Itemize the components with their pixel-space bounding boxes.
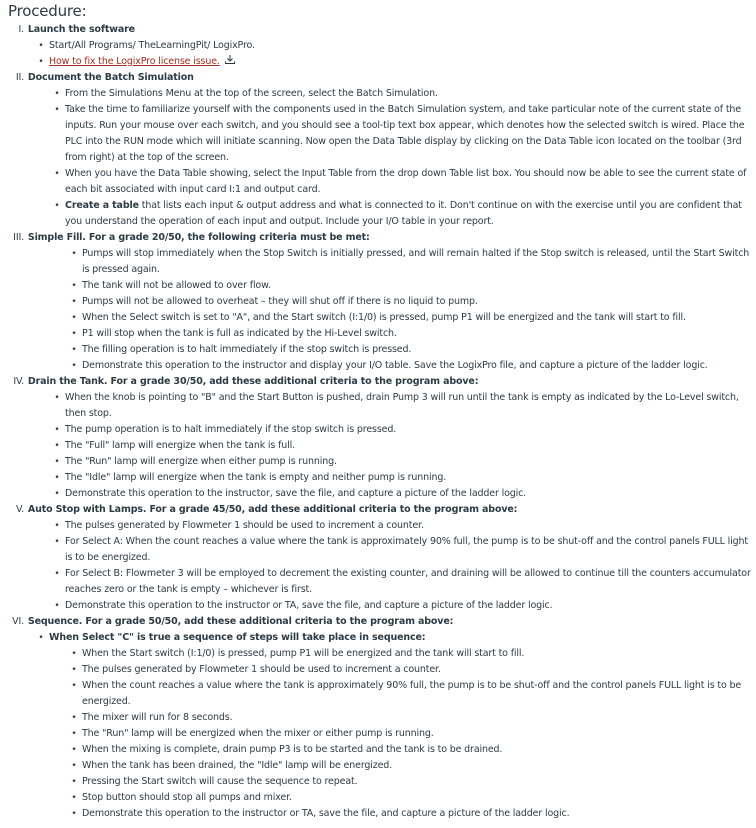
section-numeral: III. — [13, 232, 24, 243]
bullet: • — [71, 249, 77, 259]
list-item — [8, 198, 756, 230]
list-item-text: The pulses generated by Flowmeter 1 should be used to increment a counter. — [65, 520, 424, 531]
list-item-text: The "Idle" lamp will energize when the tank is empty and neither pump is running. — [65, 472, 447, 483]
list-item-text: The mixer will run for 8 seconds. — [82, 712, 233, 723]
bullet: • — [38, 41, 44, 51]
list-item — [8, 102, 756, 166]
bullet: • — [54, 473, 60, 483]
section-numeral: II. — [15, 72, 24, 83]
section-heading-auto-stop — [8, 502, 756, 518]
list-item-text: Demonstrate this operation to the instructor or TA, save the file, and capture a picture of the ladder logic. — [82, 808, 570, 819]
bullet: • — [54, 201, 60, 211]
list-item-text: Pumps will not be allowed to overheat – they will shut off if there is no liquid to pump. — [82, 296, 478, 307]
bullet: • — [54, 441, 60, 451]
list-item — [8, 518, 756, 534]
bullet: • — [54, 521, 60, 531]
list-item-text: From the Simulations Menu at the top of the screen, select the Batch Simulation. — [65, 88, 438, 99]
list-item-text: When the tank has been drained, the "Idle" lamp will be energized. — [82, 760, 393, 771]
list-item-text: For Select B: Flowmeter 3 will be employed to decrement the existing counter, and draining will be allowed to continue till the counters accumulator reaches zero or the tank is empty – whichever is first. — [65, 568, 751, 595]
bullet: • — [71, 313, 77, 323]
bullet: • — [71, 729, 77, 739]
bullet: • — [71, 329, 77, 339]
bullet: • — [71, 297, 77, 307]
list-item-text: Start/All Programs/ TheLearningPit/ LogixPro. — [49, 40, 255, 51]
list-item — [8, 246, 756, 278]
section-title: Document the Batch Simulation — [27, 72, 194, 83]
list-item-emphasis: Create a table — [65, 200, 139, 211]
page-title: Procedure: — [8, 2, 87, 20]
list-item — [8, 726, 756, 742]
bullet: • — [71, 793, 77, 803]
section-title: Simple Fill. For a grade 20/50, the following criteria must be met: — [27, 232, 370, 243]
list-item — [8, 326, 756, 342]
list-item-text: The "Full" lamp will energize when the tank is full. — [65, 440, 295, 451]
list-item-text: When the count reaches a value where the tank is approximately 90% full, the pump is to be shut-off and the control panels FULL light is to be energized. — [82, 680, 742, 707]
bullet: • — [71, 345, 77, 355]
section-heading-sequence — [8, 614, 756, 630]
bullet: • — [54, 425, 60, 435]
list-item — [8, 86, 756, 102]
list-item-text: When the mixing is complete, drain pump P3 is to be started and the tank is to be drained. — [82, 744, 503, 755]
sequence-subheading — [8, 630, 756, 646]
list-item — [8, 310, 756, 326]
section-title: Sequence. For a grade 50/50, add these additional criteria to the program above: — [27, 616, 454, 627]
bullet: • — [54, 489, 60, 499]
bullet: • — [71, 713, 77, 723]
list-item-text: Pressing the Start switch will cause the sequence to repeat. — [82, 776, 358, 787]
sequence-subheading-text: When Select "C" is true a sequence of steps will take place in sequence: — [49, 632, 426, 643]
list-item — [8, 438, 756, 454]
list-item — [8, 38, 756, 54]
list-item-text: that lists each input & output address and what is connected to it. Don't continue on with the exercise until you are confident that you understand the operation of each input and output. Include your I/O table in your report. — [65, 200, 742, 227]
list-item-text: Demonstrate this operation to the instructor, save the file, and capture a picture of the ladder logic. — [65, 488, 527, 499]
list-item-text: The filling operation is to halt immediately if the stop switch is pressed. — [82, 344, 412, 355]
section-title: Launch the software — [27, 24, 135, 35]
section-numeral: V. — [16, 504, 24, 515]
list-item — [8, 278, 756, 294]
list-item-text: Pumps will stop immediately when the Stop Switch is initially pressed, and will remain halted if the Stop switch is released, until the Start Switch is pressed again. — [82, 248, 750, 275]
list-item — [8, 678, 756, 710]
license-fix-link[interactable]: How to fix the LogixPro license issue. — [49, 56, 220, 67]
list-item — [8, 422, 756, 438]
bullet: • — [54, 601, 60, 611]
bullet: • — [71, 281, 77, 291]
bullet: • — [71, 761, 77, 771]
bullet: • — [71, 649, 77, 659]
list-item — [8, 646, 756, 662]
section-heading-simple-fill — [8, 230, 756, 246]
list-item — [8, 486, 756, 502]
bullet: • — [71, 745, 77, 755]
list-item — [8, 294, 756, 310]
list-item-text: The "Run" lamp will be energized when the mixer or either pump is running. — [82, 728, 434, 739]
list-item — [8, 742, 756, 758]
list-item — [8, 710, 756, 726]
list-item — [8, 470, 756, 486]
bullet: • — [71, 361, 77, 371]
bullet: • — [71, 809, 77, 819]
list-item-text: Stop button should stop all pumps and mixer. — [82, 792, 292, 803]
section-numeral: IV. — [13, 376, 24, 387]
section-title: Drain the Tank. For a grade 30/50, add these additional criteria to the program above: — [27, 376, 479, 387]
bullet: • — [71, 665, 77, 675]
bullet: • — [54, 393, 60, 403]
section-numeral: I. — [18, 24, 24, 35]
bullet: • — [71, 681, 77, 691]
list-item-text: The pump operation is to halt immediately if the stop switch is pressed. — [65, 424, 397, 435]
list-item-text: When you have the Data Table showing, select the Input Table from the drop down Table list box. You should now be able to see the current state of each bit associated with input card I:1 and output card. — [65, 168, 747, 195]
bullet: • — [54, 89, 60, 99]
bullet: • — [54, 169, 60, 179]
list-item-text: The pulses generated by Flowmeter 1 should be used to increment a counter. — [82, 664, 441, 675]
list-item — [8, 806, 756, 822]
list-item-text: For Select A: When the count reaches a value where the tank is approximately 90% full, the pump is to be shut-off and the control panels FULL light is to be energized. — [65, 536, 748, 563]
list-item-text: Take the time to familiarize yourself with the components used in the Batch Simulation system, and take particular note of the current state of the inputs. Run your mouse over each switch, and you should see a tool-tip text box appear, which denotes how the selected switch is wired. Place the PLC into the RUN mode which will initiate scanning. Now open the Data Table display by clicking on the Data Table icon located on the toolbar (3rd from right) at the top of the screen. — [65, 104, 745, 163]
section-heading-drain-tank — [8, 374, 756, 390]
bullet: • — [54, 569, 60, 579]
list-item-text: The "Run" lamp will energize when either pump is running. — [65, 456, 337, 467]
bullet: • — [38, 57, 44, 67]
list-item-text: Demonstrate this operation to the instructor or TA, save the file, and capture a picture of the ladder logic. — [65, 600, 553, 611]
section-title: Auto Stop with Lamps. For a grade 45/50, add these additional criteria to the program above: — [27, 504, 518, 515]
list-item — [8, 358, 756, 374]
list-item — [8, 758, 756, 774]
list-item — [8, 566, 756, 598]
list-item — [8, 54, 756, 70]
section-heading-document — [8, 70, 756, 86]
list-item — [8, 390, 756, 422]
section-numeral: VI. — [12, 616, 24, 627]
list-item-text: When the knob is pointing to "B" and the Start Button is pushed, drain Pump 3 will run until the tank is empty as indicated by the Lo-Level switch, then stop. — [65, 392, 739, 419]
list-item — [8, 534, 756, 566]
bullet: • — [54, 105, 60, 115]
list-item — [8, 774, 756, 790]
list-item — [8, 662, 756, 678]
list-item — [8, 598, 756, 614]
download-icon[interactable] — [224, 55, 236, 65]
bullet: • — [38, 633, 44, 643]
list-item-text: When the Select switch is set to "A", and the Start switch (I:1/0) is pressed, pump P1 will be energized and the tank will start to fill. — [82, 312, 686, 323]
section-heading-launch — [8, 22, 756, 38]
list-item-text: Demonstrate this operation to the instructor and display your I/O table. Save the LogixPro file, and capture a picture of the ladder logic. — [82, 360, 708, 371]
list-item-text: P1 will stop when the tank is full as indicated by the Hi-Level switch. — [82, 328, 397, 339]
list-item-text: The tank will not be allowed to over flow. — [82, 280, 271, 291]
bullet: • — [71, 777, 77, 787]
bullet: • — [54, 457, 60, 467]
list-item — [8, 790, 756, 806]
list-item — [8, 166, 756, 198]
list-item-text: When the Start switch (I:1/0) is pressed, pump P1 will be energized and the tank will start to fill. — [82, 648, 525, 659]
bullet: • — [54, 537, 60, 547]
list-item — [8, 342, 756, 358]
list-item — [8, 454, 756, 470]
